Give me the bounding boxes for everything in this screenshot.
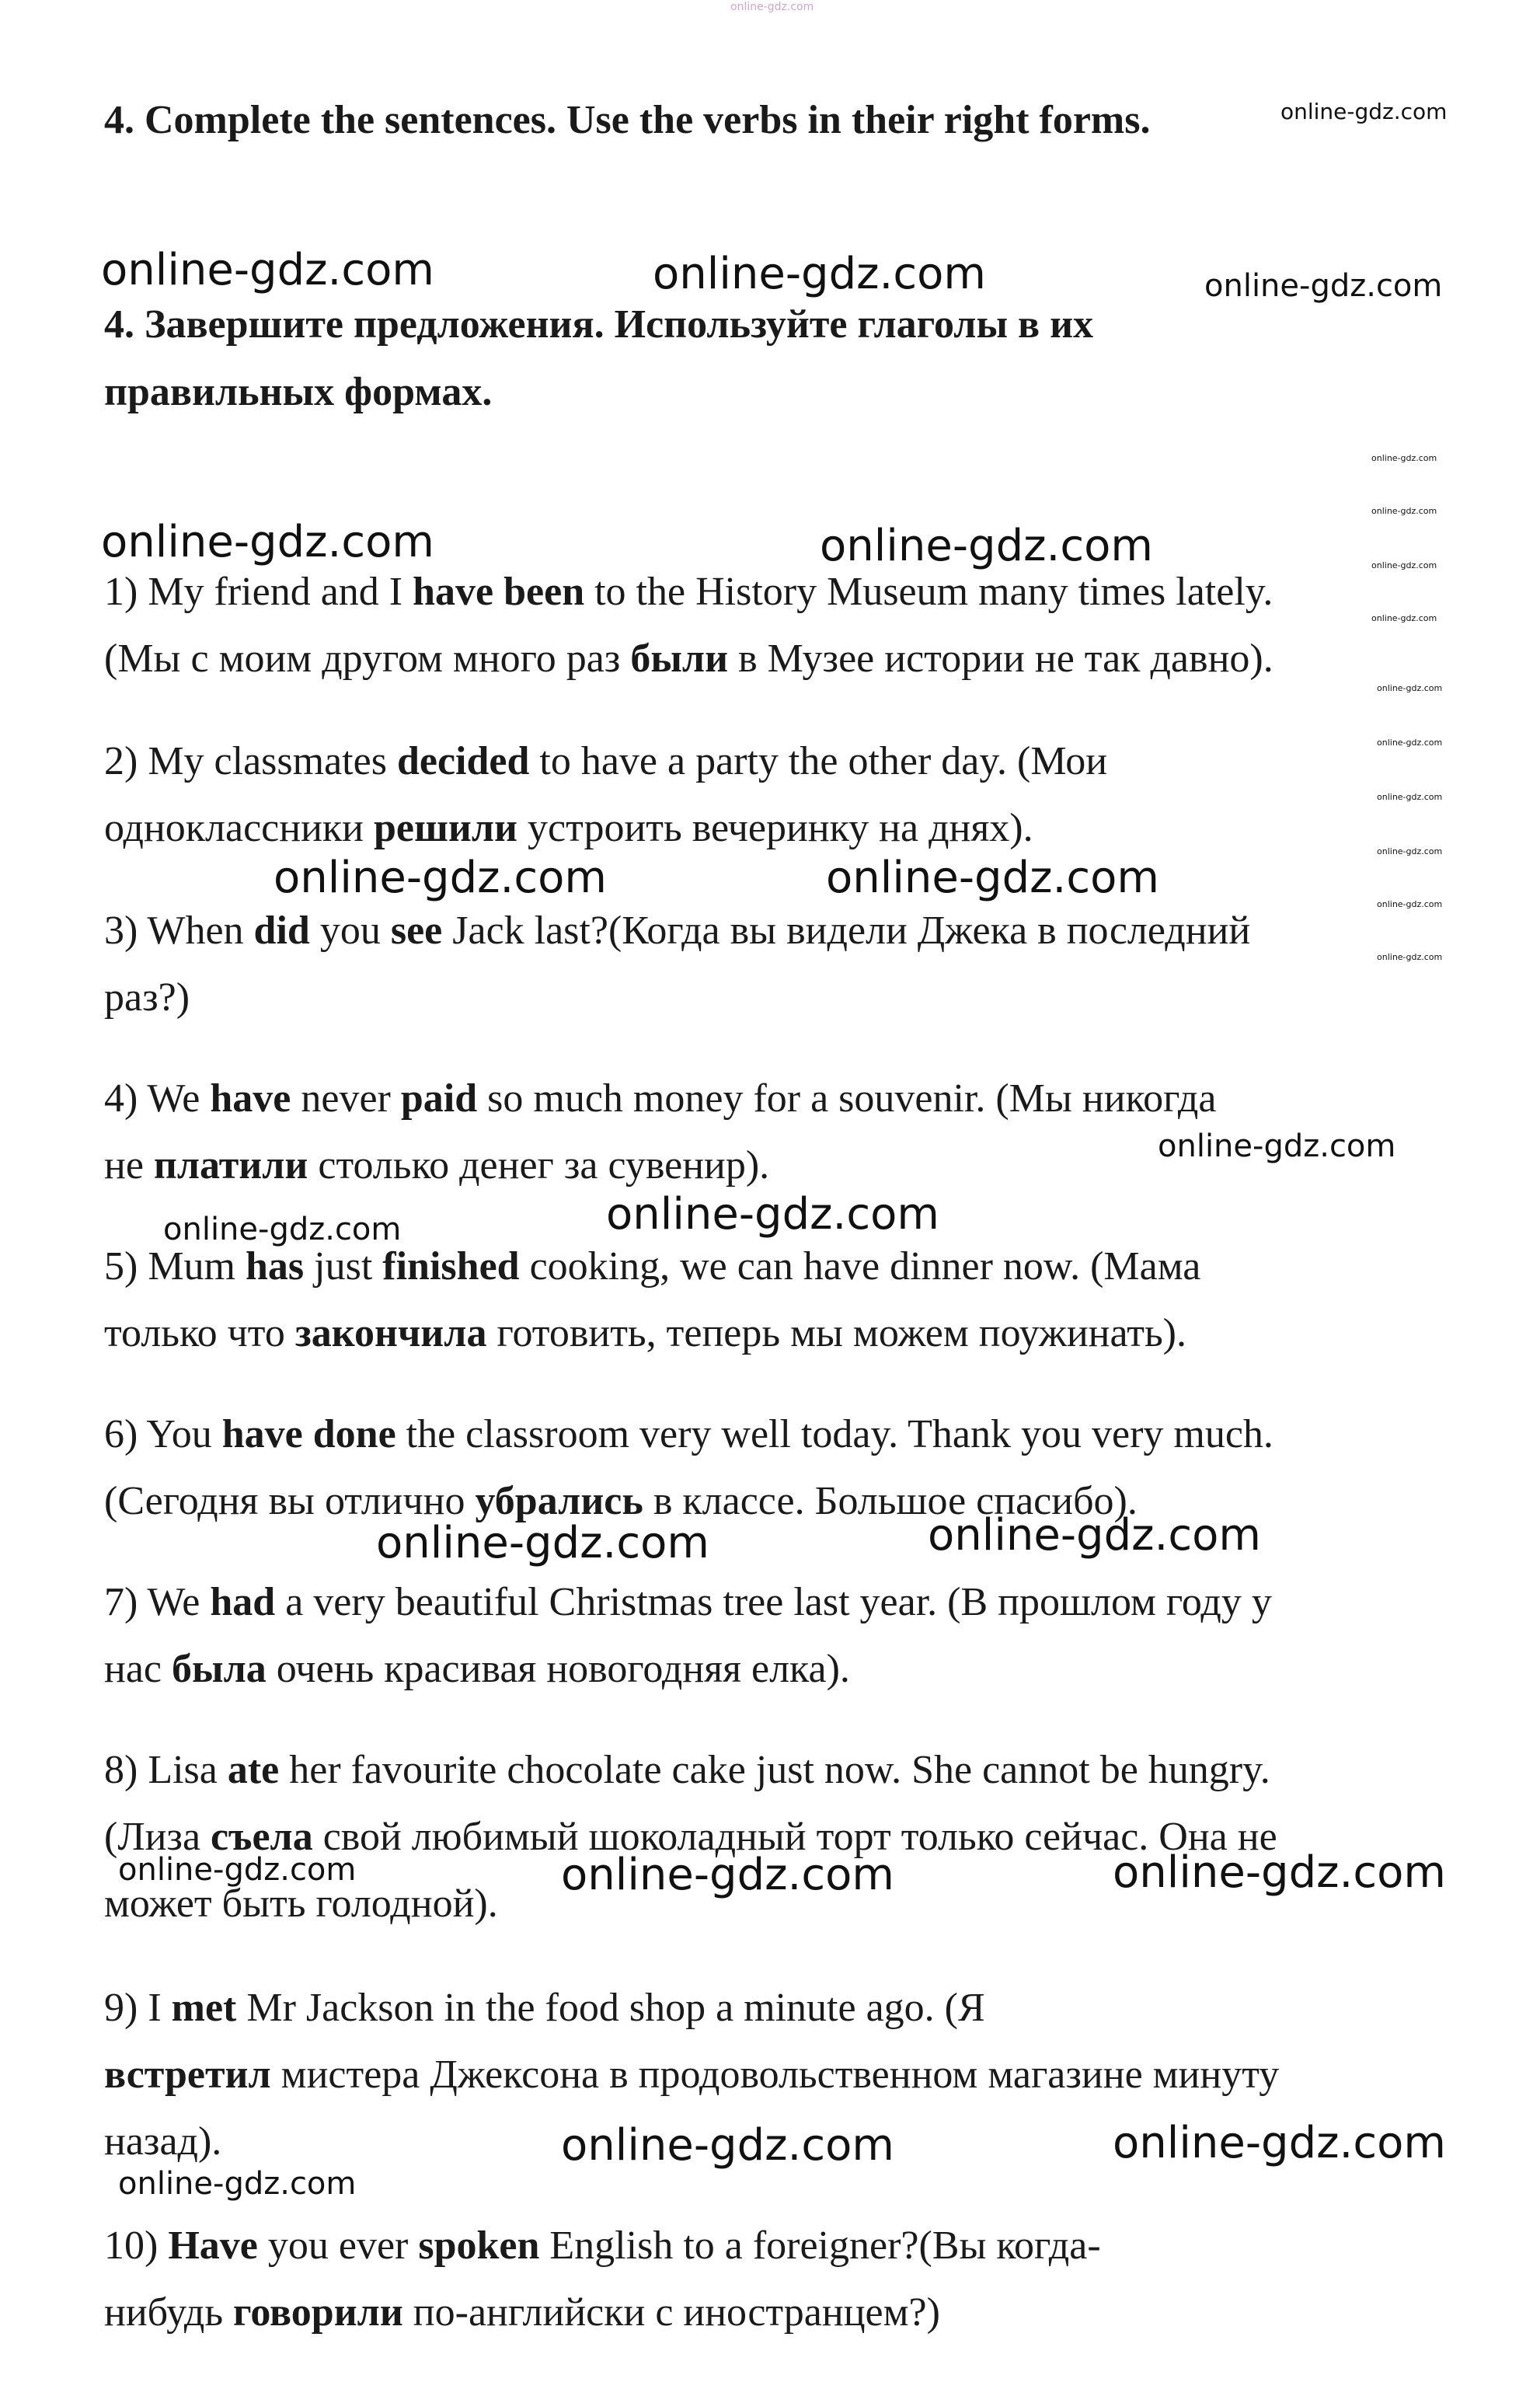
sentence-text: (Мы с моим другом много раз xyxy=(104,636,631,681)
sentence-9-line-1 xyxy=(104,1985,985,2032)
sentence-text: just xyxy=(304,1244,383,1289)
sentence-text: cooking, we can have dinner now. (Мама xyxy=(519,1244,1201,1289)
watermark: online-gdz.com xyxy=(653,249,986,299)
sentence-text: English to a foreigner?(Вы когда- xyxy=(539,2223,1101,2268)
watermark: online-gdz.com xyxy=(1158,1128,1396,1164)
answer-verb: говорили xyxy=(233,2290,403,2335)
watermark: online-gdz.com xyxy=(376,1518,709,1568)
answer-verb: have been xyxy=(413,570,585,614)
sentence-text: нибудь xyxy=(104,2290,234,2335)
sentence-5-line-2 xyxy=(104,1310,1186,1357)
answer-verb: has xyxy=(246,1244,305,1289)
sentence-10-line-2 xyxy=(104,2290,940,2336)
sentence-text: so much money for a souvenir. (Мы никогда xyxy=(477,1076,1217,1121)
sentence-10-line-1 xyxy=(104,2223,1101,2269)
sentence-8-line-1 xyxy=(104,1747,1270,1794)
watermark: online-gdz.com xyxy=(1371,613,1437,623)
sentence-text: нас xyxy=(104,1647,172,1691)
sentence-text: не xyxy=(104,1143,154,1188)
watermark: online-gdz.com xyxy=(826,853,1159,903)
sentence-text: 3) When xyxy=(104,909,254,953)
sentence-text: to have a party the other day. (Мои xyxy=(529,739,1108,783)
sentence-9-line-2 xyxy=(104,2052,1279,2098)
sentence-9-line-3 xyxy=(104,2119,221,2165)
sentence-text: you xyxy=(309,909,391,953)
sentence-4-line-1 xyxy=(104,1076,1216,1122)
sentence-6-line-1 xyxy=(104,1411,1273,1458)
sentence-text: a very beautiful Christmas tree last year. (В прошлом году у xyxy=(275,1580,1272,1624)
watermark: online-gdz.com xyxy=(1377,683,1443,693)
watermark: online-gdz.com xyxy=(561,2120,894,2171)
sentence-7-line-1 xyxy=(104,1579,1272,1626)
answer-verb: met xyxy=(171,1986,237,2030)
sentence-text: never xyxy=(291,1076,401,1121)
sentence-5-line-1 xyxy=(104,1243,1200,1290)
watermark: online-gdz.com xyxy=(101,517,434,567)
answer-verb: see xyxy=(390,909,443,953)
watermark: online-gdz.com xyxy=(1377,899,1443,909)
watermark: online-gdz.com xyxy=(928,1510,1261,1561)
answer-verb: ate xyxy=(227,1748,280,1792)
watermark: online-gdz.com xyxy=(163,1212,402,1247)
answer-verb: have xyxy=(210,1076,291,1121)
sentence-text: Jack last?(Когда вы видели Джека в последний xyxy=(442,909,1251,953)
sentence-text: устроить вечеринку на днях). xyxy=(517,806,1033,850)
watermark: online-gdz.com xyxy=(606,1189,939,1240)
sentence-2-line-2 xyxy=(104,805,1033,852)
sentence-text: 9) I xyxy=(104,1986,172,2030)
sentence-text: раз?) xyxy=(104,975,190,1020)
watermark: online-gdz.com xyxy=(101,245,434,295)
sentence-text: может быть голодной). xyxy=(104,1882,498,1926)
exercise-title-ru-line-1: 4. Завершите предложения. Используйте глаголы в их xyxy=(104,302,1094,347)
answer-verb: spoken xyxy=(418,2223,540,2268)
watermark: online-gdz.com xyxy=(561,1850,894,1900)
answer-verb: закончила xyxy=(294,1311,487,1355)
sentence-text: 1) My friend and I xyxy=(104,570,413,614)
sentence-1-line-1 xyxy=(104,569,1273,616)
sentence-text: 7) We xyxy=(104,1580,211,1624)
answer-verb: решили xyxy=(374,806,517,850)
watermark: online-gdz.com xyxy=(1371,560,1437,570)
watermark: online-gdz.com xyxy=(274,853,607,903)
watermark: online-gdz.com xyxy=(118,2166,357,2202)
sentence-text: готовить, теперь мы можем поужинать). xyxy=(486,1311,1186,1355)
watermark: online-gdz.com xyxy=(820,521,1153,571)
watermark: online-gdz.com xyxy=(1280,99,1448,124)
sentence-text: столько денег за сувенир). xyxy=(308,1143,770,1188)
watermark: online-gdz.com xyxy=(1371,453,1437,463)
sentence-text: только что xyxy=(104,1311,295,1355)
watermark: online-gdz.com xyxy=(730,1,814,13)
sentence-2-line-1 xyxy=(104,738,1107,785)
sentence-text: you ever xyxy=(257,2223,419,2268)
answer-verb: убрались xyxy=(475,1479,643,1523)
sentence-7-line-2 xyxy=(104,1646,850,1693)
watermark: online-gdz.com xyxy=(1377,952,1443,962)
watermark: online-gdz.com xyxy=(1377,792,1443,802)
sentence-8-line-3 xyxy=(104,1881,498,1927)
sentence-text: (Сегодня вы отлично xyxy=(104,1479,476,1523)
sentence-text: одноклассники xyxy=(104,806,374,850)
exercise-title-ru-line-2: правильных формах. xyxy=(104,370,493,414)
sentence-text: в классе. Большое спасибо). xyxy=(643,1479,1138,1523)
watermark: online-gdz.com xyxy=(1377,738,1443,748)
answer-verb: decided xyxy=(396,739,530,783)
sentence-text: назад). xyxy=(104,2119,222,2164)
sentence-text: 6) You xyxy=(104,1412,222,1456)
sentence-text: Mr Jackson in the food shop a minute ago. (Я xyxy=(236,1986,985,2030)
answer-verb: had xyxy=(210,1580,276,1624)
sentence-text: свой любимый шоколадный торт только сейчас. Она не xyxy=(312,1815,1277,1859)
sentence-text: очень красивая новогодняя елка). xyxy=(266,1647,850,1691)
sentence-4-line-2 xyxy=(104,1142,769,1189)
watermark: online-gdz.com xyxy=(1113,1847,1446,1898)
sentence-text: 4) We xyxy=(104,1076,211,1121)
sentence-1-line-2 xyxy=(104,636,1273,682)
answer-verb: встретил xyxy=(104,2052,271,2097)
sentence-text: мистера Джексона в продовольственном магазине минуту xyxy=(270,2052,1280,2097)
answer-verb: Have xyxy=(168,2223,258,2268)
sentence-text: (Лиза xyxy=(104,1815,211,1859)
sentence-3-line-1 xyxy=(104,908,1250,954)
sentence-text: to the History Museum many times lately. xyxy=(584,570,1273,614)
sentence-text: the classroom very well today. Thank you very much. xyxy=(395,1412,1273,1456)
sentence-text: 10) xyxy=(104,2223,169,2268)
answer-verb: did xyxy=(253,909,310,953)
sentence-text: по-английски с иностранцем?) xyxy=(402,2290,940,2335)
watermark: online-gdz.com xyxy=(1371,506,1437,516)
sentence-text: 5) Mum xyxy=(104,1244,246,1289)
watermark: online-gdz.com xyxy=(1377,846,1443,856)
sentence-3-line-2 xyxy=(104,975,190,1021)
watermark: online-gdz.com xyxy=(118,1852,357,1888)
sentence-text: her favourite chocolate cake just now. She cannot be hungry. xyxy=(279,1748,1270,1792)
exercise-title-en: 4. Complete the sentences. Use the verbs in their right forms. xyxy=(104,98,1151,142)
answer-verb: have done xyxy=(221,1412,396,1456)
answer-verb: платили xyxy=(153,1143,308,1188)
watermark: online-gdz.com xyxy=(1113,2118,1446,2168)
answer-verb: была xyxy=(172,1647,267,1691)
sentence-text: 2) My classmates xyxy=(104,739,397,783)
sentence-text: в Музее истории не так давно). xyxy=(728,636,1273,681)
answer-verb: paid xyxy=(400,1076,478,1121)
watermark: online-gdz.com xyxy=(1204,268,1443,304)
answer-verb: finished xyxy=(382,1244,520,1289)
answer-verb: съела xyxy=(211,1815,313,1859)
sentence-text: 8) Lisa xyxy=(104,1748,228,1792)
answer-verb: были xyxy=(630,636,729,681)
